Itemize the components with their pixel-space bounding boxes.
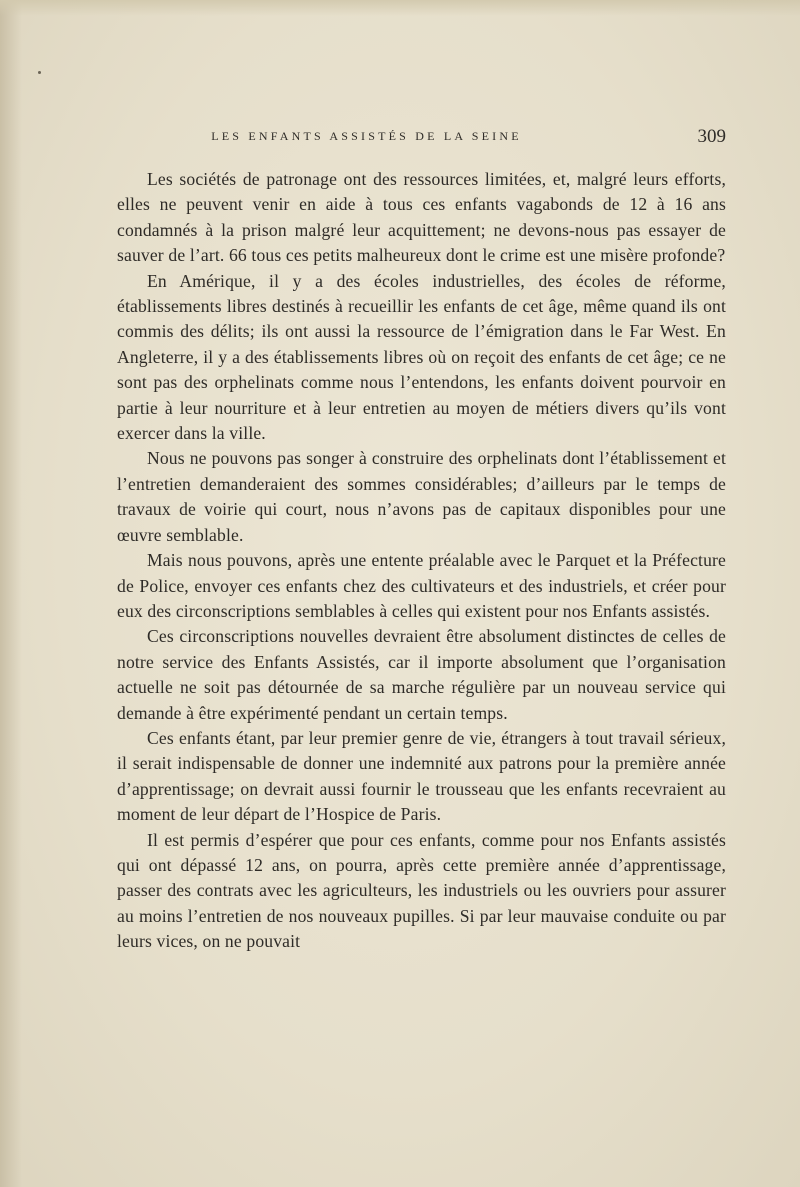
body-text bbox=[117, 167, 726, 955]
paragraph: Ces circonscriptions nouvelles devraient être absolument distinctes de celles de notre service des Enfants Assistés, car il importe absolument que l’organisation actuelle ne soit pas détournée de sa marche régulière par un nouveau service qui demande à être expérimenté pendant un certain temps. bbox=[117, 626, 726, 723]
paragraph: En Amérique, il y a des écoles industrielles, des écoles de réforme, établissements libres destinés à recueillir les enfants de cet âge, même quand ils ont commis des délits; ils ont aussi la ressource de l’émigration dans le Far West. En Angleterre, il y a des établissements libres où on reçoit des enfants de cet âge; ce ne sont pas des orphelinats comme nous l’entendons, les enfants doivent pourvoir en partie à leur nourriture et à leur entretien au moyen de métiers divers qu’ils vont exercer dans la ville. bbox=[117, 270, 726, 444]
page-top-shadow bbox=[0, 0, 800, 16]
page-number: 309 bbox=[697, 126, 726, 147]
page-header bbox=[117, 126, 726, 150]
paragraph: Nous ne pouvons pas songer à construire des orphelinats dont l’établissement et l’entretien demanderaient des sommes considérables; d’ailleurs par le temps de travaux de voirie qui court, nous n’avons pas de capitaux disponibles pour une œuvre semblable. bbox=[117, 448, 726, 545]
paragraph: Ces enfants étant, par leur premier genre de vie, étrangers à tout travail sérieux, il serait indispensable de donner une indemnité aux patrons pour la première année d’apprentissage; on devrait aussi fournir le trousseau que les enfants recevraient au moment de leur départ de l’Hospice de Paris. bbox=[117, 727, 726, 825]
running-title: LES ENFANTS ASSISTÉS DE LA SEINE bbox=[211, 129, 522, 143]
paragraph: Il est permis d’espérer que pour ces enfants, comme pour nos Enfants assistés qui ont dépassé 12 ans, on pourra, après cette première année d’apprentissage, passer des contrats avec les agriculteurs, les industriels ou les ouvriers pour assurer au moins l’entretien de nos nouveaux pupilles. Si par leur mauvaise conduite ou par leurs vices, on ne pouvait bbox=[117, 829, 726, 952]
paragraph: Les sociétés de patronage ont des ressources limitées, et, malgré leurs efforts, elles ne peuvent venir en aide à tous ces enfants vagabonds de 12 à 16 ans condamnés à la prison malgré leur acquittement; ne devons-nous pas essayer de sauver de l’art. 66 tous ces petits malheureux dont le crime est une misère profonde? bbox=[117, 169, 726, 266]
page-edge-shadow bbox=[0, 0, 22, 1187]
paper-speck bbox=[38, 71, 41, 74]
paragraph: Mais nous pouvons, après une entente préalable avec le Parquet et la Préfecture de Police, envoyer ces enfants chez des cultivateurs et des industriels, et créer pour eux des circonscriptions semblables à celles qui existent pour nos Enfants assistés. bbox=[117, 550, 726, 621]
